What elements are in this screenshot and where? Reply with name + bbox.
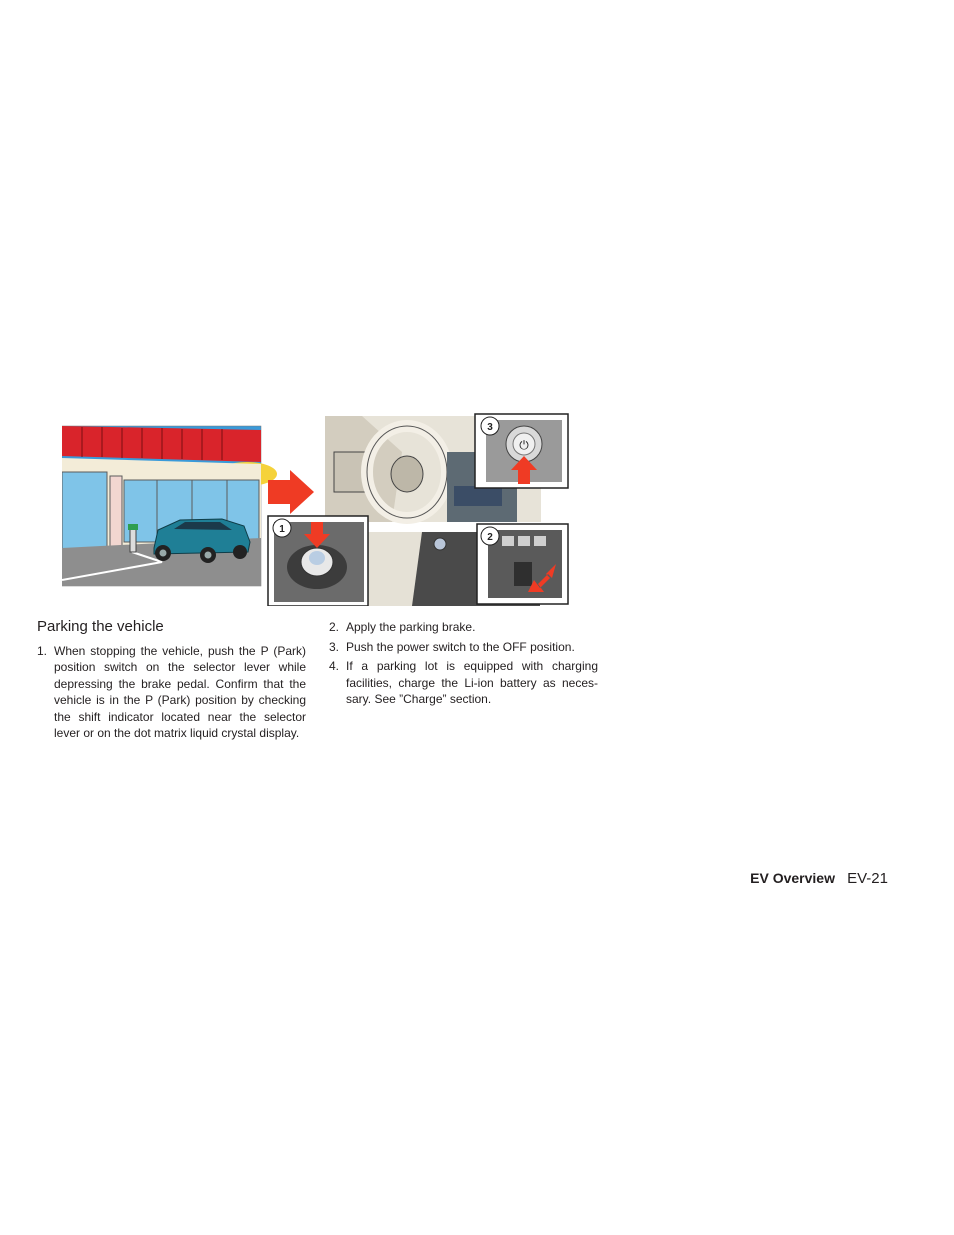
page-number: EV-21 — [847, 870, 888, 887]
car-illustration — [154, 519, 250, 563]
step-text: When stopping the vehicle, push the P (Park) position switch on the selector lever while depressing the brake pedal. Confirm that the vehicle is in the P (Park) position by checking the shift indicator located near the selector lever or on the dot matrix liquid crystal display. — [54, 644, 306, 741]
list-item — [37, 643, 306, 741]
inset-selector-lever — [268, 516, 368, 606]
inset-parking-brake — [477, 524, 568, 604]
parking-illustration — [62, 412, 572, 606]
list-item — [329, 658, 598, 707]
callout-2: 2 — [487, 532, 493, 543]
list-item — [329, 639, 598, 655]
list-item — [329, 619, 598, 635]
footer-section-name: EV Overview — [750, 870, 835, 886]
step-number: 3. — [329, 639, 340, 654]
step-text: Apply the parking brake. — [346, 620, 476, 634]
section-title: Parking the vehicle — [37, 618, 164, 635]
callout-3: 3 — [487, 422, 493, 433]
inset-power-switch — [475, 414, 568, 488]
callout-1: 1 — [279, 524, 285, 535]
page-footer — [750, 870, 888, 887]
power-icon: ⏻ — [519, 438, 529, 452]
steps-list-right — [329, 619, 598, 711]
step-text: If a parking lot is equipped with charging facilities, charge the Li-ion battery as neces-sary. See ”Charge” section. — [346, 659, 598, 706]
store-scene — [62, 426, 277, 586]
steps-list-left — [37, 643, 306, 741]
step-number: 2. — [329, 620, 340, 634]
step-number: 4. — [329, 659, 340, 674]
step-text: Push the power switch to the OFF position. — [346, 639, 575, 654]
step-number: 1. — [37, 644, 48, 658]
